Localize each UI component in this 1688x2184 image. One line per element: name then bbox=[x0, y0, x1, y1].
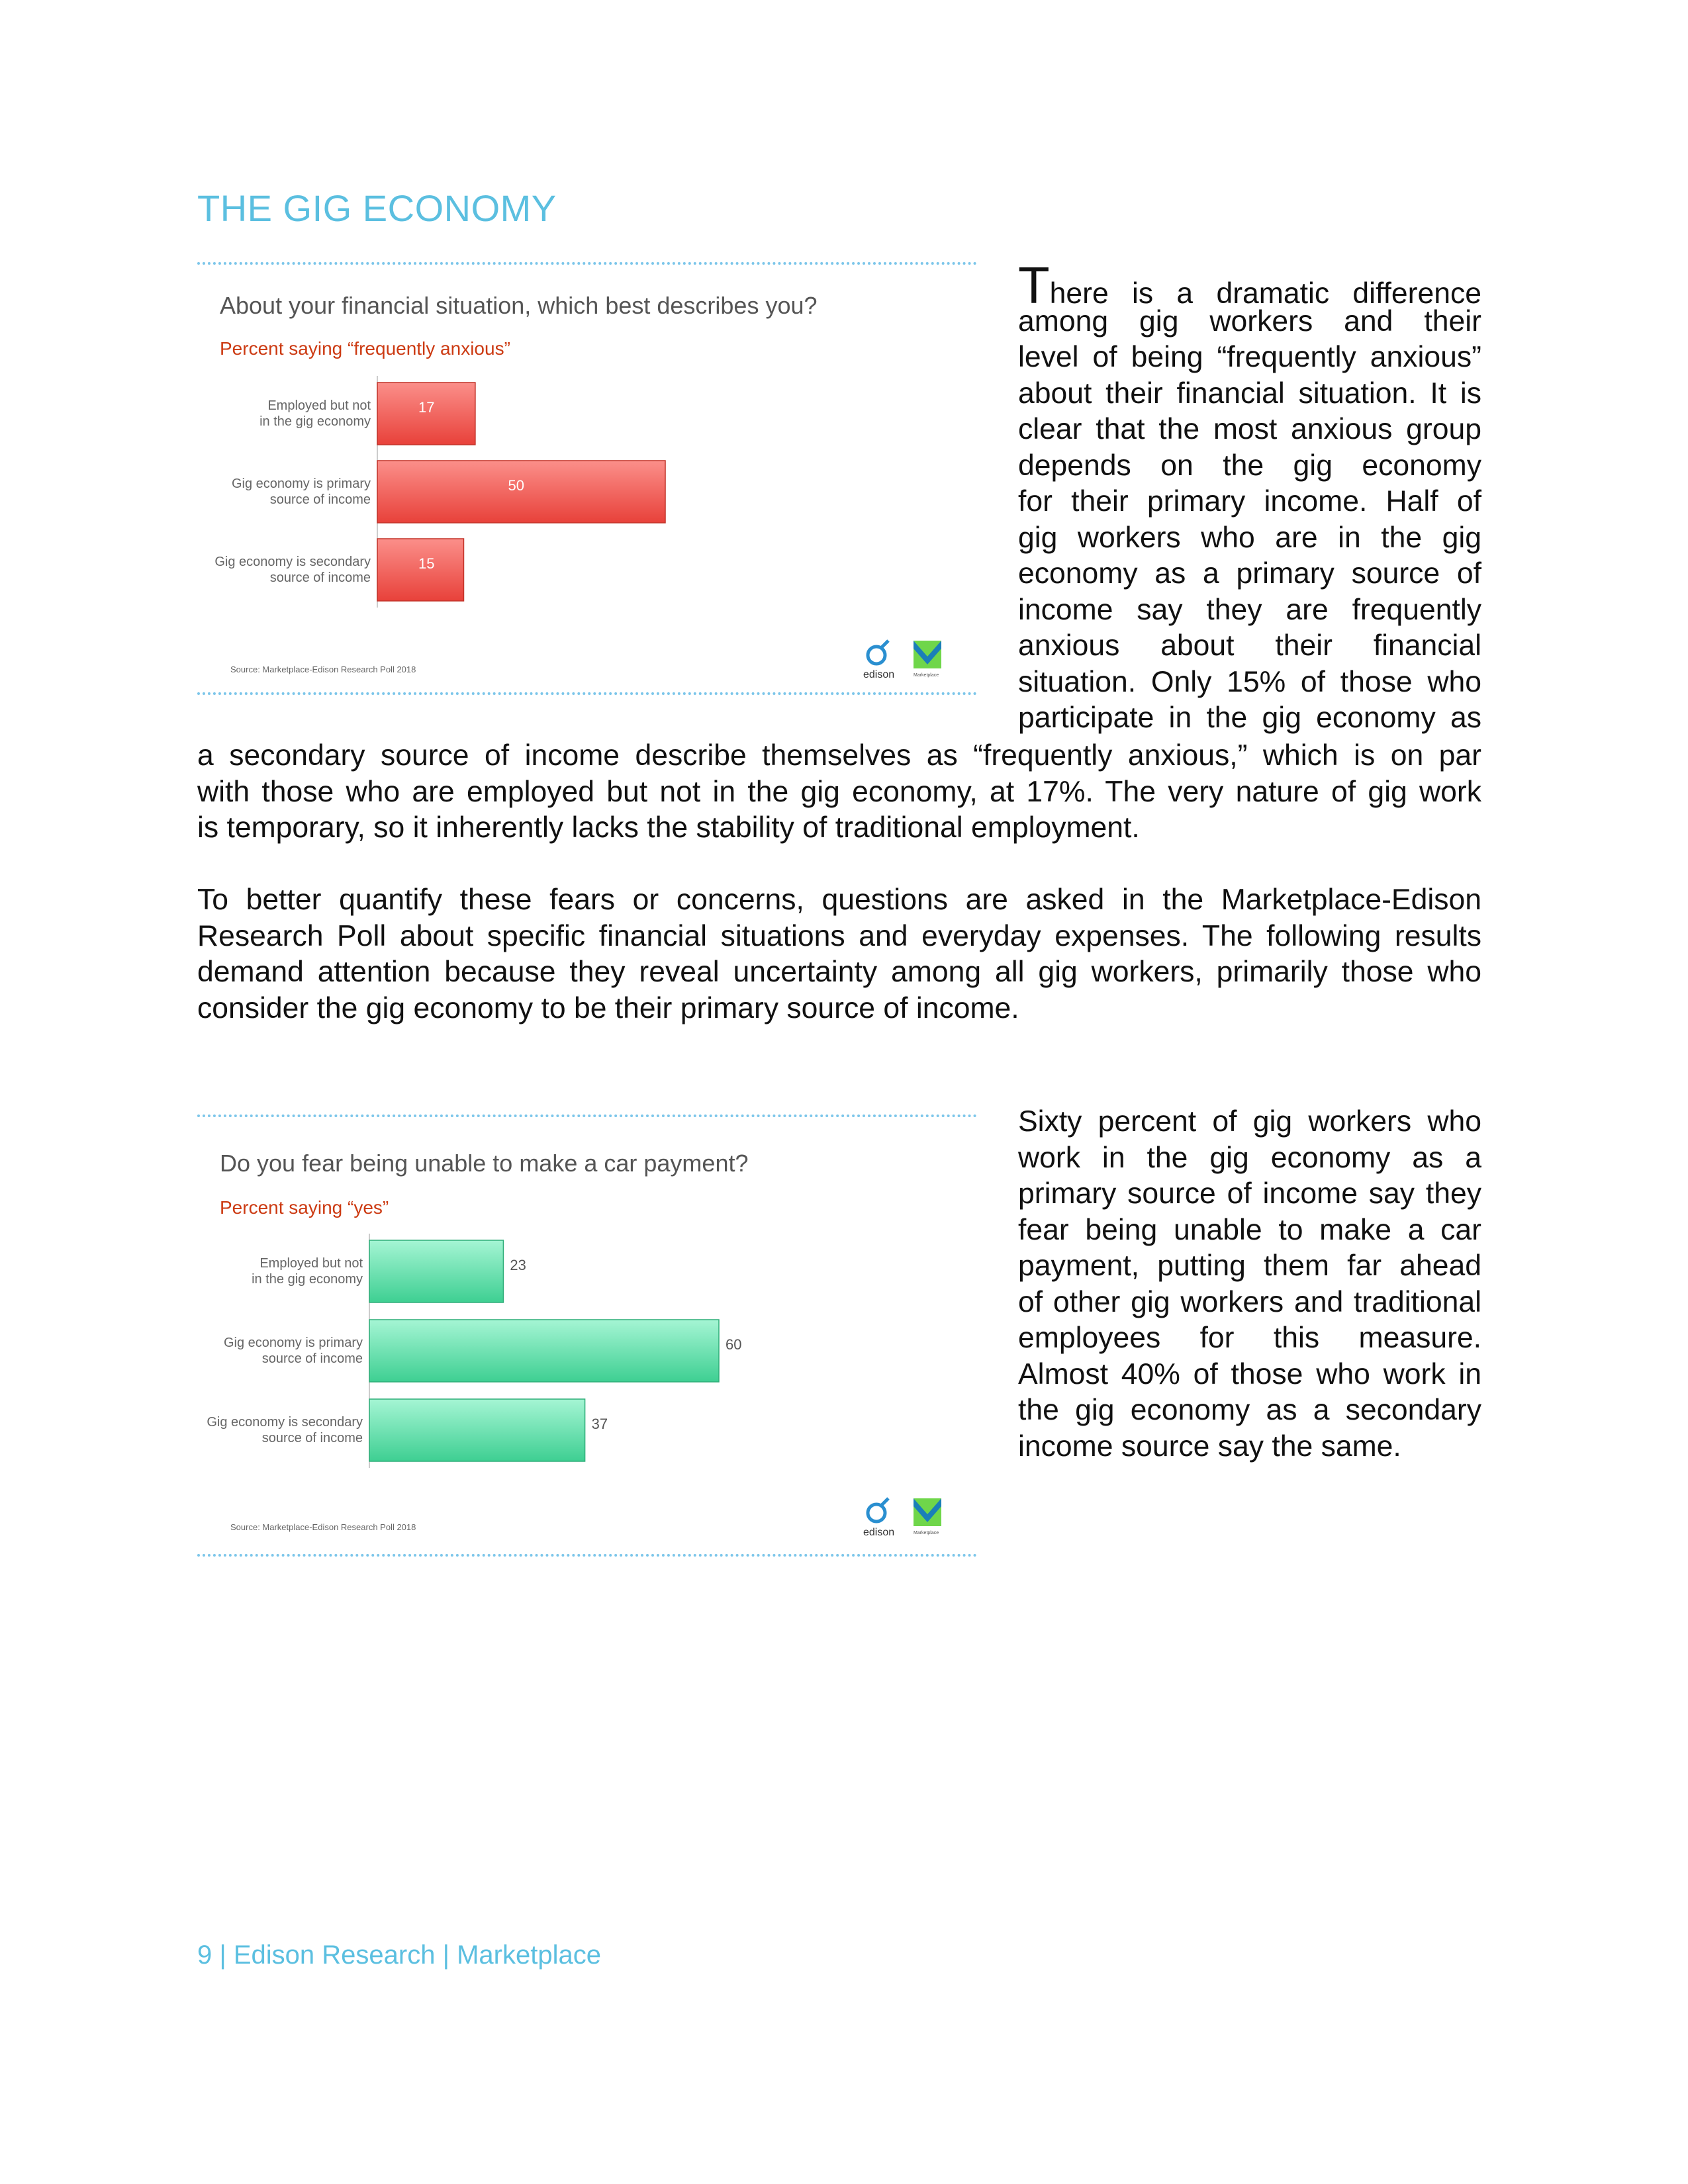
chart-data-label: 23 bbox=[510, 1257, 526, 1273]
marketplace-logo bbox=[914, 641, 941, 678]
paragraph-3-line: work in the gig economy as a bbox=[1018, 1141, 1481, 1174]
paragraph-3-line: payment, putting them far ahead bbox=[1018, 1250, 1481, 1282]
chart-bar bbox=[369, 1240, 503, 1302]
chart-data-label: 37 bbox=[591, 1416, 608, 1432]
chart-data-label: 15 bbox=[418, 555, 435, 572]
svg-text:Marketplace: Marketplace bbox=[914, 1531, 939, 1535]
chart-financial-anxiety-svg bbox=[197, 265, 977, 692]
chart-category-label: Employed but not bbox=[259, 1256, 363, 1271]
paragraph-1-line: about their financial situation. It is bbox=[1018, 377, 1481, 410]
paragraph-1-line: economy as a primary source of bbox=[1018, 557, 1481, 590]
paragraph-3-line: employees for this measure. bbox=[1018, 1322, 1481, 1354]
chart-category-label: source of income bbox=[261, 1351, 363, 1366]
paragraph-1-line: anxious about their financial bbox=[1018, 629, 1481, 662]
paragraph-3-line: the gig economy as a secondary bbox=[1018, 1394, 1481, 1426]
chart-car-payment-svg bbox=[197, 1117, 977, 1554]
page-footer: 9 | Edison Research | Marketplace bbox=[197, 1940, 601, 1970]
chart-data-label: 17 bbox=[418, 399, 435, 416]
paragraph-1-line: for their primary income. Half of bbox=[1018, 485, 1481, 518]
chart-financial-anxiety bbox=[197, 262, 977, 695]
chart-category-label: Employed but not bbox=[267, 398, 371, 413]
chart-subtitle: Percent saying “yes” bbox=[220, 1197, 389, 1218]
paragraph-2-line: To better quantify these fears or concerns, questions are asked in the Marketplace-Edison bbox=[197, 884, 1481, 916]
chart-bar bbox=[369, 1399, 585, 1461]
edison-logo bbox=[863, 1498, 894, 1538]
chart-data-label: 60 bbox=[726, 1336, 742, 1353]
paragraph-3-line: Almost 40% of those who work in bbox=[1018, 1357, 1481, 1390]
chart-category-label: in the gig economy bbox=[259, 414, 371, 429]
edison-logo bbox=[863, 641, 894, 680]
drop-cap: T bbox=[1018, 256, 1050, 314]
chart-title: Do you fear being unable to make a car payment? bbox=[220, 1150, 749, 1177]
paragraph-1-line: depends on the gig economy bbox=[1018, 449, 1481, 482]
paragraph-3-line: Sixty percent of gig workers who bbox=[1018, 1105, 1481, 1138]
svg-text:edison: edison bbox=[863, 669, 895, 680]
paragraph-1-line: participate in the gig economy as bbox=[1018, 702, 1481, 734]
chart-category-label: Gig economy is secondary bbox=[207, 1415, 363, 1430]
paragraph-1-line: gig workers who are in the gig bbox=[1018, 521, 1481, 554]
paragraph-1-line: clear that the most anxious group bbox=[1018, 413, 1481, 445]
chart-source: Source: Marketplace-Edison Research Poll 2018 bbox=[230, 1522, 416, 1532]
paragraph-1-column bbox=[1018, 256, 1481, 737]
chart-category-label: Gig economy is primary bbox=[231, 477, 371, 491]
paragraph-1-line: situation. Only 15% of those who bbox=[1018, 665, 1481, 698]
paragraph-3 bbox=[1018, 1104, 1481, 1465]
chart-category-label: Gig economy is primary bbox=[223, 1336, 363, 1350]
chart-data-label: 50 bbox=[508, 477, 524, 494]
paragraph-3-line: income source say the same. bbox=[1018, 1430, 1401, 1463]
svg-text:edison: edison bbox=[863, 1527, 895, 1538]
chart-car-payment bbox=[197, 1115, 977, 1557]
section-title: THE GIG ECONOMY bbox=[197, 187, 557, 229]
paragraph-3-line: primary source of income say they bbox=[1018, 1177, 1481, 1210]
chart-category-label: in the gig economy bbox=[252, 1272, 363, 1287]
paragraph-1-line: with those who are employed but not in the gig economy, at 17%. The very nature of gig work bbox=[197, 775, 1481, 808]
paragraph-1-line: is temporary, so it inherently lacks the stability of traditional employment. bbox=[197, 811, 1140, 844]
chart-category-label: source of income bbox=[269, 492, 371, 507]
chart-bar bbox=[369, 1320, 719, 1382]
chart-category-label: source of income bbox=[269, 570, 371, 585]
paragraph-3-line: of other gig workers and traditional bbox=[1018, 1285, 1481, 1318]
paragraph-2-line: Research Poll about specific financial situations and everyday expenses. The following results bbox=[197, 919, 1481, 952]
chart-category-label: source of income bbox=[261, 1431, 363, 1445]
chart-source: Source: Marketplace-Edison Research Poll 2018 bbox=[230, 664, 416, 674]
paragraph-1-line: There is a dramatic difference bbox=[1018, 256, 1481, 314]
paragraph-1-line: among gig workers and their bbox=[1018, 304, 1481, 338]
paragraph-1-line: level of being “frequently anxious” bbox=[1018, 341, 1481, 373]
svg-text:Marketplace: Marketplace bbox=[914, 673, 939, 678]
chart-title: About your financial situation, which best describes you? bbox=[220, 292, 818, 319]
chart-subtitle: Percent saying “frequently anxious” bbox=[220, 338, 510, 359]
marketplace-logo bbox=[914, 1498, 941, 1535]
chart-category-label: Gig economy is secondary bbox=[214, 555, 371, 569]
paragraph-3-line: fear being unable to make a car bbox=[1018, 1213, 1481, 1246]
paragraph-1-line: income say they are frequently bbox=[1018, 593, 1481, 626]
paragraph-2 bbox=[197, 882, 1481, 1026]
paragraph-2-line: consider the gig economy to be their primary source of income. bbox=[197, 991, 1019, 1024]
paragraph-1-line: a secondary source of income describe themselves as “frequently anxious,” which is on par bbox=[197, 739, 1481, 772]
paragraph-1-continued bbox=[197, 738, 1481, 846]
paragraph-2-line: demand attention because they reveal uncertainty among all gig workers, primarily those who bbox=[197, 956, 1481, 988]
